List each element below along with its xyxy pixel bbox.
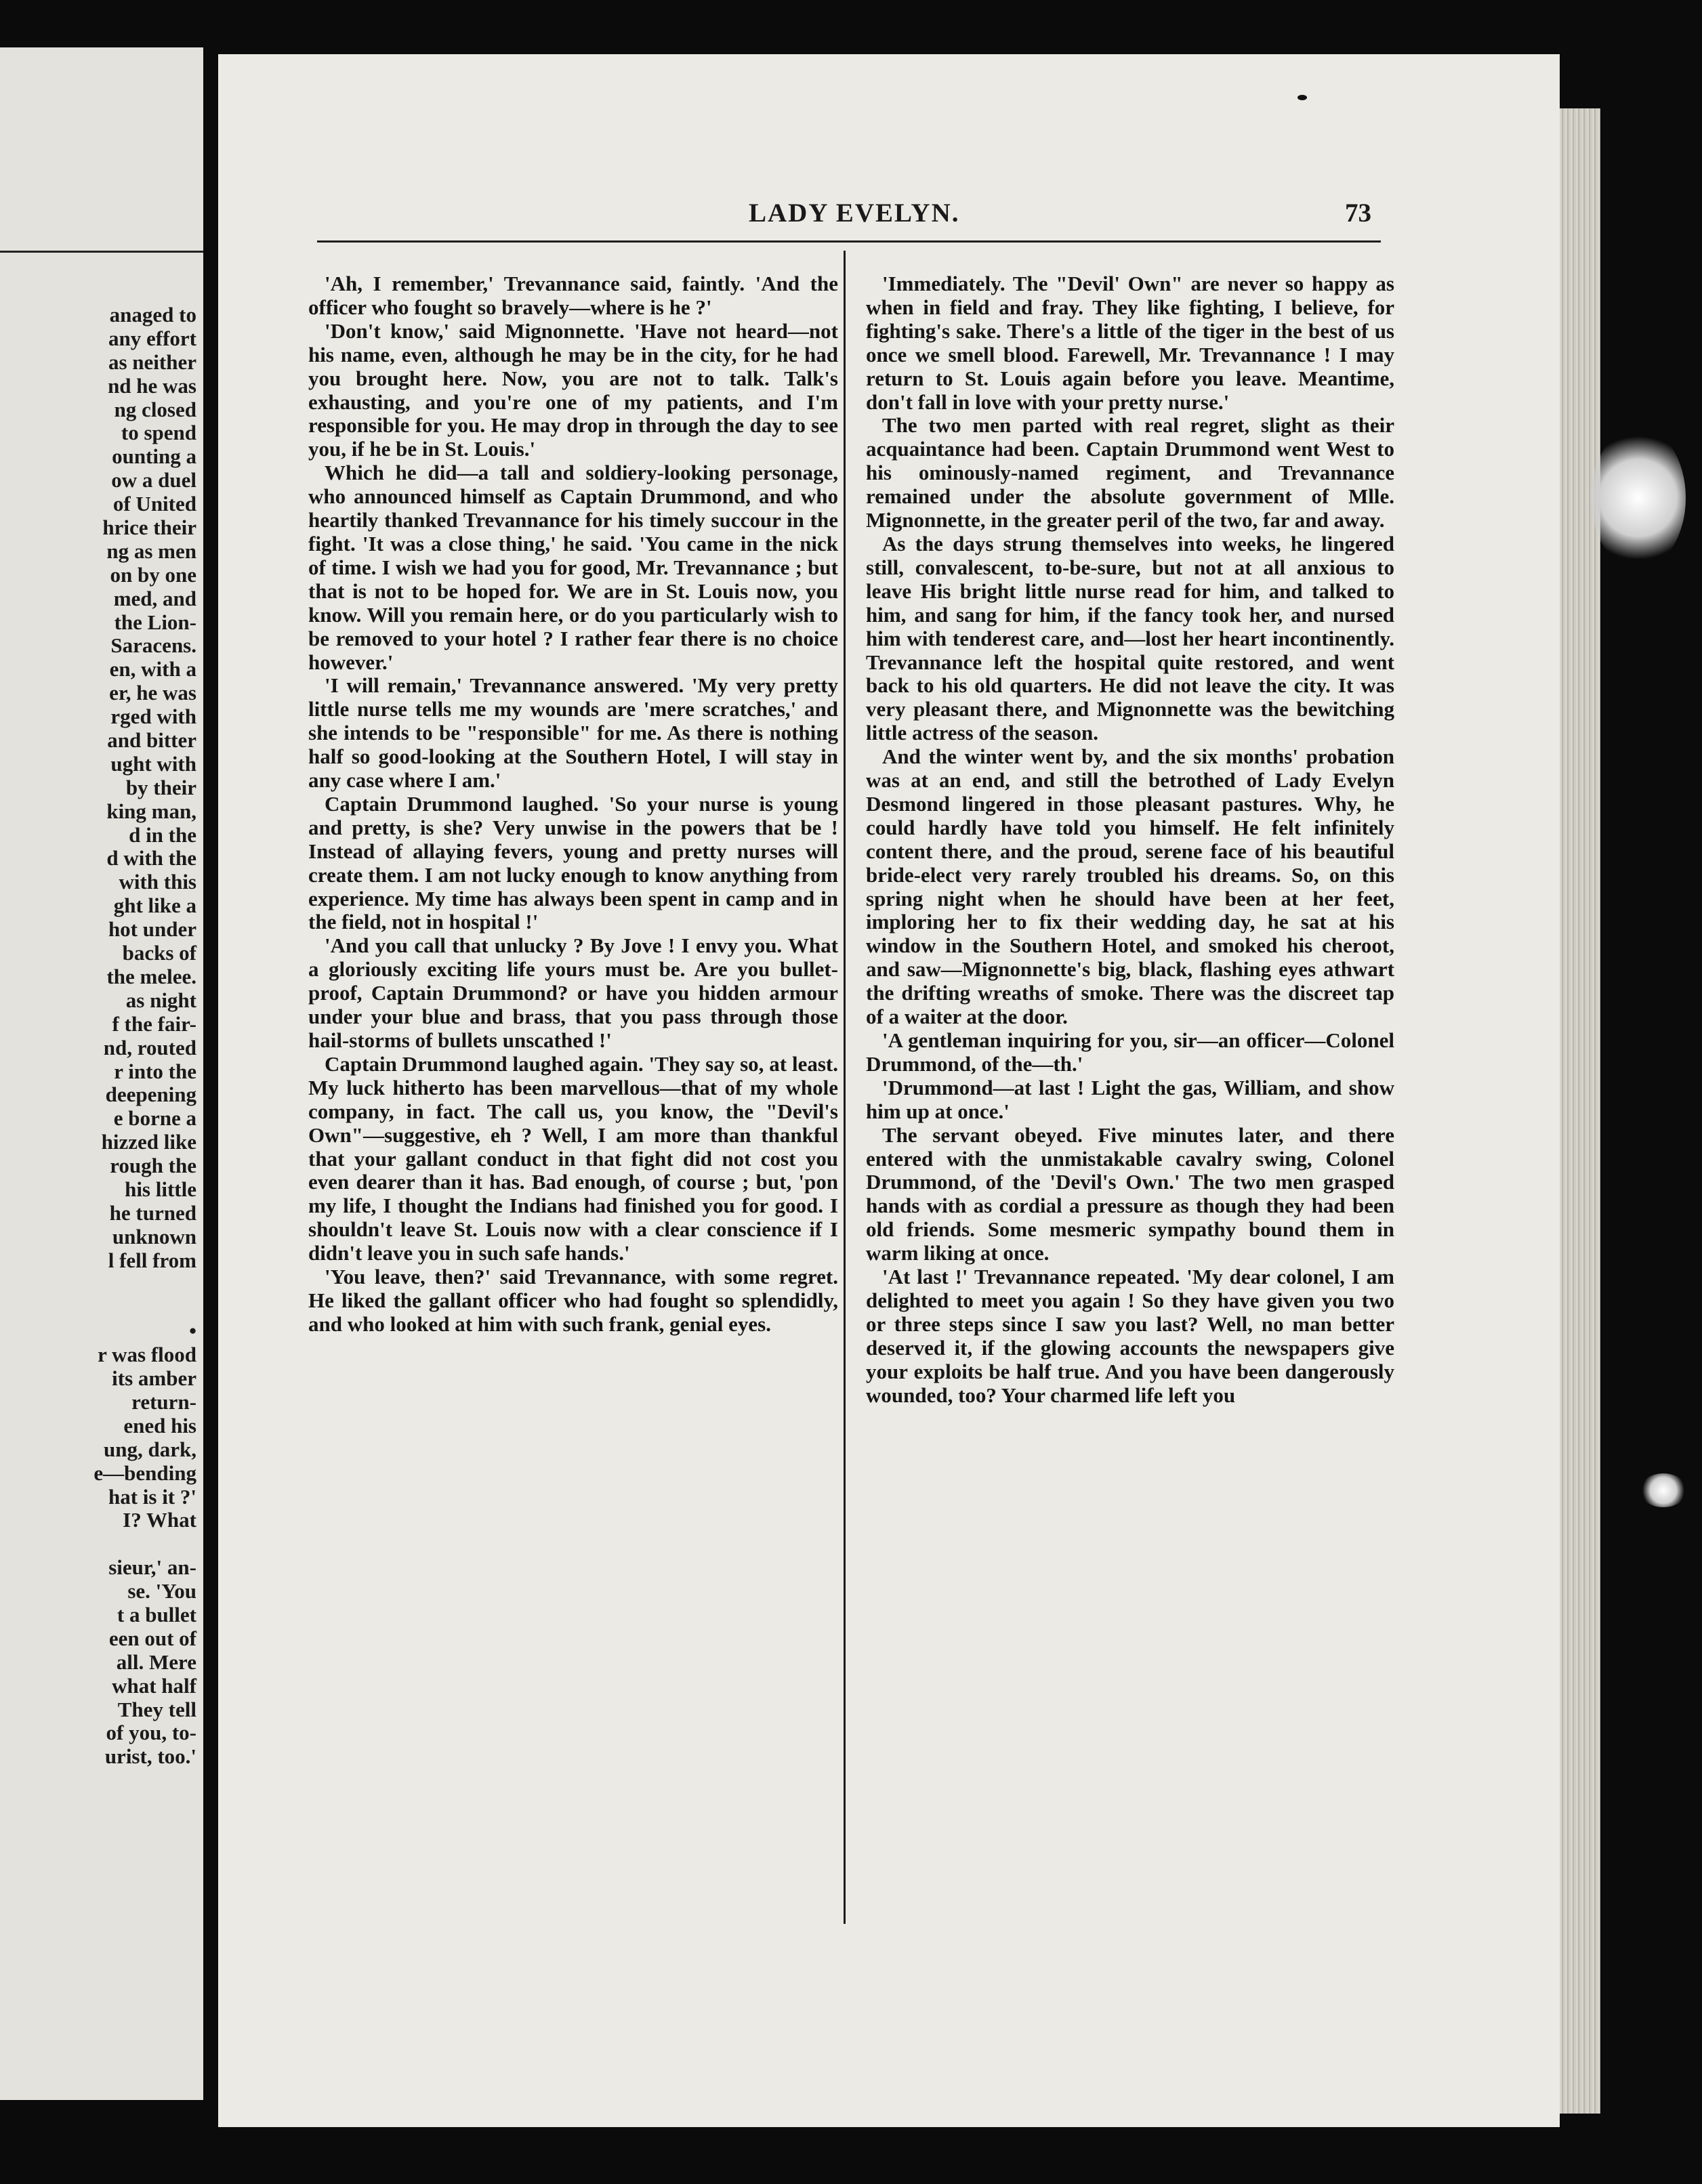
previous-page-line: ng closed	[114, 397, 196, 421]
previous-page-line: any effort	[108, 326, 196, 350]
stain-mark	[1640, 1473, 1687, 1507]
previous-page-line: nd he was	[108, 373, 196, 398]
previous-page-line: the melee.	[106, 964, 196, 988]
previous-page-line: and bitter	[107, 728, 196, 753]
previous-page-line: rged with	[110, 705, 196, 729]
paragraph: Captain Drummond laughed again. 'They say so, at least. My luck hitherto has been marvellous—that of my whole company, in fact. The call us, you know, the "Devil's Own"—suggestive, eh ? Well, I am more than thankful that your gallant conduct in that fight did not cost you even dearer than it has. Bad enough, of course ; but, 'pon my life, I thought the Indians had finished you for good. I shouldn't leave St. Louis now with a clear conscience if I didn't leave you in such safe hands.'	[308, 1051, 838, 1265]
previous-page-line: d in the	[129, 822, 196, 847]
previous-page-line: hrice their	[102, 516, 196, 540]
previous-page-line: Saracens.	[110, 633, 196, 658]
paragraph: And the winter went by, and the six months' probation was at an end, and still the betrothed of Lady Evelyn Desmond lingered in those pleasant pastures. Why, he could hardly have told you himself. He felt infinitely content there, and the proud, serene face of his beautiful bride-elect very rarely troubled his dreams. So, on this spring night when he should have been at her feet, imploring her to fix their wedding day, he sat at his window in the Southern Hotel, and smoked his cheroot, and saw—Mignonnette's big, black, flashing eyes athwart the drifting wreaths of smoke. There was the discreet tap of a waiter at the door.	[866, 744, 1394, 1029]
paragraph: 'And you call that unlucky ? By Jove ! I envy you. What a gloriously exciting life yours must be. Are you bullet-proof, Captain Drummond? or have you hidden armour under your blue and brass, that you pass through those hail-storms of bullets unscathed !'	[308, 933, 838, 1052]
previous-page-line: se. 'You	[127, 1579, 196, 1603]
page-edge	[1560, 108, 1600, 2114]
previous-page-line	[0, 1273, 196, 1297]
previous-page-line: as night	[125, 988, 196, 1012]
previous-page-line: his little	[125, 1177, 196, 1201]
previous-page-line: as neither	[108, 350, 196, 374]
paragraph: 'At last !' Trevannance repeated. 'My dear colonel, I am delighted to meet you again ! So they have given you two or three steps since I saw you last? Well, no man better deserved it, if the glowing accounts the newspapers give your exploits be half true. And you have been dangerously wounded, too? Your charmed life left you	[866, 1265, 1394, 1407]
previous-page-line: with this	[119, 870, 196, 894]
paragraph: Captain Drummond laughed. 'So your nurse is young and pretty, is she? Very unwise in the powers that be ! Instead of allaying fevers, young and pretty nurses will create them. I am not lucky enough to know anything from experience. My time has always been spent in camp and in the field, not in hospital !'	[308, 791, 838, 934]
previous-page-line: anaged to	[109, 303, 196, 327]
previous-page-line: backs of	[122, 941, 196, 965]
previous-page-line: d with the	[106, 846, 196, 870]
ink-spot	[1298, 95, 1307, 100]
previous-page-line: urist, too.'	[104, 1744, 196, 1769]
previous-page-line: hot under	[108, 917, 196, 942]
previous-page-line: •	[189, 1319, 196, 1343]
previous-page	[0, 47, 203, 2100]
previous-page-line: what half	[112, 1673, 196, 1698]
previous-page-line: hizzed like	[101, 1130, 196, 1154]
paragraph: 'Don't know,' said Mignonnette. 'Have not heard—not his name, even, although he may be in the city, for he had you brought here. Now, you are not to talk. Talk's exhausting, and you're one of my patients, and I'm responsible for you. He may drop in through the day to see you, if he be in St. Louis.'	[308, 318, 838, 461]
paragraph: 'You leave, then?' said Trevannance, with some regret. He liked the gallant officer who had fought so splendidly, and who looked at him with such frank, genial eyes.	[308, 1265, 838, 1336]
previous-page-line: rough the	[110, 1154, 196, 1178]
previous-page-line: r into the	[114, 1059, 196, 1083]
running-head: LADY EVELYN.	[749, 198, 960, 228]
previous-page-line: unknown	[112, 1224, 196, 1248]
book-gutter	[203, 47, 218, 2100]
previous-page-line: med, and	[113, 586, 196, 610]
previous-page-line: sieur,' an-	[108, 1555, 196, 1580]
previous-page-line: ng as men	[106, 539, 196, 563]
previous-page-line: hat is it ?'	[108, 1484, 196, 1509]
previous-page-line: ow a duel	[111, 468, 196, 492]
previous-page-line: ught with	[110, 751, 196, 776]
previous-page-line: een out of	[108, 1626, 196, 1650]
previous-page-line	[0, 1532, 196, 1556]
column-divider	[844, 251, 846, 1924]
page-number: 73	[1345, 198, 1371, 228]
previous-page-line: of United	[112, 492, 196, 516]
paragraph: Which he did—a tall and soldiery-looking personage, who announced himself as Captain Drummond, and who heartily thanked Trevannance for his timely succour in the fight. 'It was a close thing,' he said. 'You came in the nick of time. I wish we had you for good, Mr. Trevannance ; but that is not to be hoped for. We are in St. Louis now, you know. Will you remain here, or do you particularly wish to be removed to your hotel ? I rather fear there is no choice however.'	[308, 461, 838, 674]
previous-page-header-rule	[0, 251, 203, 253]
header-rule	[317, 240, 1381, 243]
previous-page-line: all. Mere	[116, 1650, 196, 1674]
paragraph: 'I will remain,' Trevannance answered. 'My very pretty little nurse tells me my wounds are 'mere scratches,' and she intends to be "responsible" for me. As there is nothing half so good-looking at the Southern Hotel, I will stay in any case where I am.'	[308, 673, 838, 793]
right-column	[866, 272, 1394, 1408]
paragraph: The two men parted with real regret, slight as their acquaintance had been. Captain Drummond went West to his ominously-named regiment, and Trevannance remained under the absolute government of Mlle. Mignonnette, in the greater peril of the two, far and away.	[866, 413, 1394, 532]
previous-page-line: They tell	[117, 1697, 196, 1721]
paragraph: As the days strung themselves into weeks, he lingered still, convalescent, to-be-sure, but not at all anxious to leave His bright little nurse read for him, and talked to him, and sang for him, if the fancy took her, and nursed him with tenderest care, and—lost her heart incontinently. Trevannance left the hospital quite restored, and went back to his old quarters. He did not leave the city. It was very pleasant there, and Mignonnette was the bewitching little actress of the season.	[866, 531, 1394, 745]
previous-page-line: king man,	[106, 799, 196, 823]
previous-page-line: nd, routed	[103, 1035, 196, 1059]
previous-page-line: ened his	[123, 1413, 196, 1437]
previous-page-line: to spend	[121, 421, 196, 445]
previous-page-line: r was flood	[98, 1343, 196, 1367]
previous-page-line: ounting a	[112, 444, 196, 469]
previous-page-line: the Lion-	[114, 610, 196, 634]
previous-page-line: er, he was	[109, 681, 196, 705]
previous-page-line: by their	[125, 775, 196, 799]
previous-page-line: e—bending	[94, 1461, 196, 1485]
stain-mark	[1591, 427, 1686, 569]
previous-page-line: l fell from	[108, 1248, 196, 1272]
previous-page-line: en, with a	[109, 657, 196, 681]
previous-page-line: f the fair-	[112, 1011, 196, 1036]
paragraph: The servant obeyed. Five minutes later, and there entered with the unmistakable cavalry swing, Colonel Drummond, of the 'Devil's Own.' The two men grasped hands with as cordial a pressure as though they had been old friends. Some mesmeric sympathy bound them in warm liking at once.	[866, 1122, 1394, 1265]
left-column	[308, 272, 838, 1337]
previous-page-line: return-	[131, 1389, 196, 1414]
previous-page-line	[0, 1296, 196, 1320]
previous-page-line: ung, dark,	[104, 1437, 196, 1461]
paragraph: 'A gentleman inquiring for you, sir—an officer—Colonel Drummond, of the—th.'	[866, 1028, 1394, 1076]
paragraph: 'Immediately. The "Devil' Own" are never so happy as when in field and fray. They like fighting, I believe, for fighting's sake. There's a little of the tiger in the best of us once we smell blood. Farewell, Mr. Trevannance ! I may return to St. Louis again before you leave. Meantime, don't fall in love with your pretty nurse.'	[866, 272, 1394, 414]
previous-page-line: he turned	[109, 1200, 196, 1225]
previous-page-line: of you, to-	[106, 1721, 196, 1745]
previous-page-line: I? What	[123, 1508, 196, 1532]
paragraph: 'Ah, I remember,' Trevannance said, faintly. 'And the officer who fought so bravely—where is he ?'	[308, 272, 838, 319]
previous-page-line: t a bullet	[117, 1602, 196, 1626]
paragraph: 'Drummond—at last ! Light the gas, William, and show him up at once.'	[866, 1075, 1394, 1123]
previous-page-line: deepening	[105, 1083, 196, 1107]
previous-page-line: its amber	[112, 1366, 196, 1391]
previous-page-line: on by one	[110, 562, 196, 587]
previous-page-line: e borne a	[113, 1106, 196, 1131]
previous-page-line: ght like a	[113, 894, 196, 918]
previous-page-text	[0, 303, 196, 1769]
